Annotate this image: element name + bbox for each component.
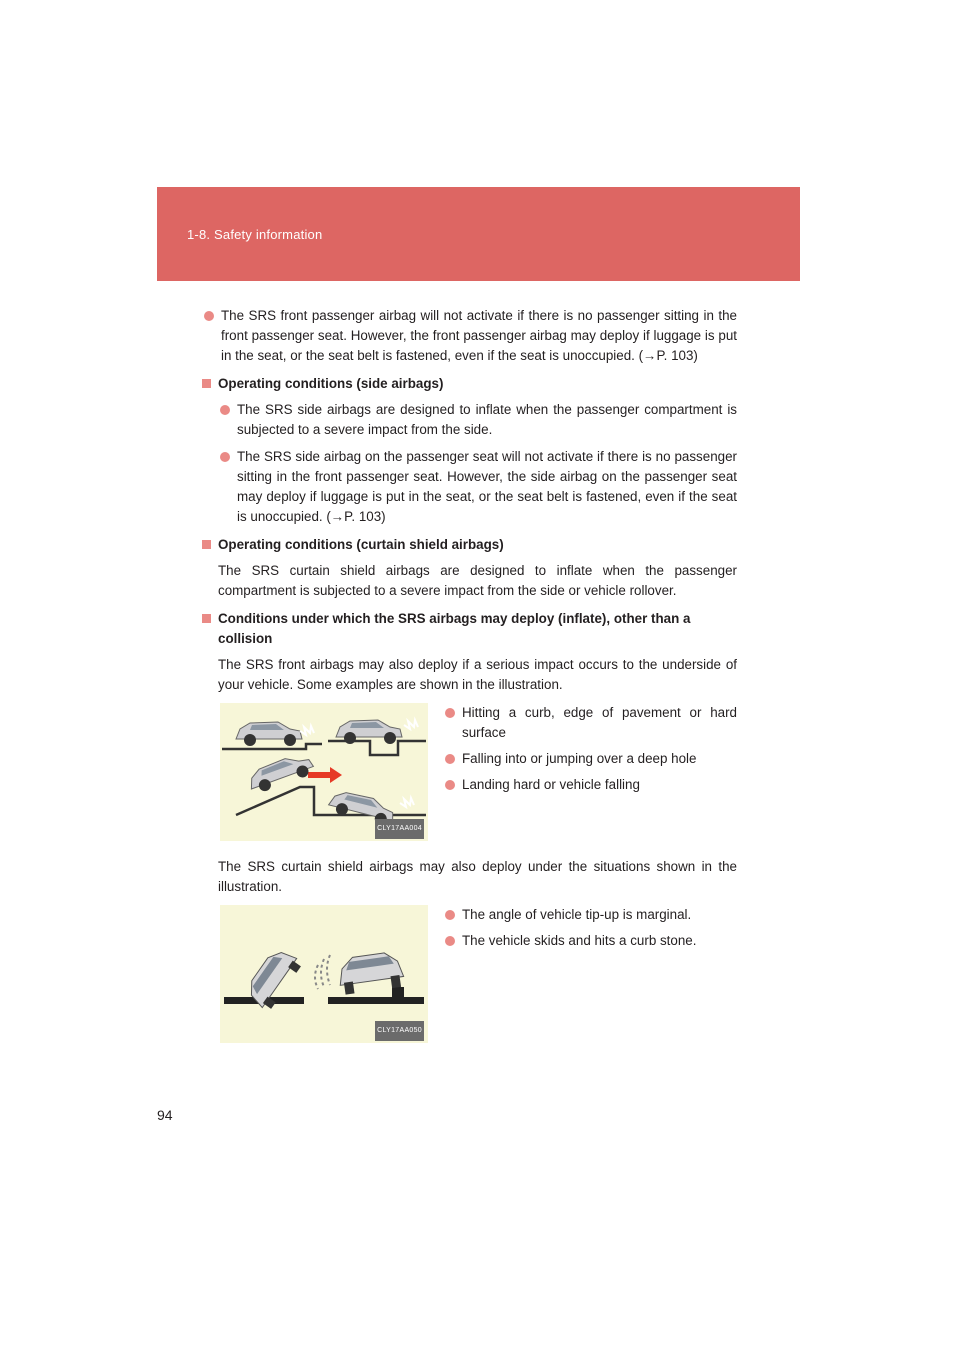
list-item — [443, 749, 737, 769]
list-item — [202, 306, 737, 366]
bullet-dot-icon — [204, 311, 214, 321]
page-number: 94 — [157, 1107, 173, 1123]
bullet-dot-icon — [220, 452, 230, 462]
page-content — [202, 306, 737, 1051]
bullet-dot-icon — [220, 405, 230, 415]
bullet-text: Falling into or jumping over a deep hole — [462, 751, 697, 766]
bullet-text: The SRS side airbags are designed to inflate when the passenger compartment is subjected to a severe impact from the side. — [237, 402, 737, 437]
paragraph: The SRS curtain shield airbags are designed to inflate when the passenger compartment is subjected to a severe impact from the side or vehicle rollover. — [218, 563, 737, 598]
bullet-text: Landing hard or vehicle falling — [462, 777, 640, 792]
bullet-dot-icon — [445, 936, 455, 946]
bullet-text: The SRS side airbag on the passenger seat will not activate if there is no passenger sitting in the front passenger seat. However, the side airbag on the passenger seat may deploy if luggage is put in the seat, or the seat belt is fastened, even if the seat is unoccupied. (→P. 103) — [237, 449, 737, 524]
section-heading: Conditions under which the SRS airbags may deploy (inflate), other than a collision — [202, 609, 737, 649]
bullet-dot-icon — [445, 910, 455, 920]
illustration-row — [202, 905, 737, 1051]
section-square-icon — [202, 540, 211, 549]
list-item — [443, 931, 737, 951]
section-heading: Operating conditions (curtain shield airbags) — [202, 535, 737, 555]
curtain-airbag-illustration — [220, 905, 428, 1043]
list-item — [218, 447, 737, 527]
bullet-dot-icon — [445, 708, 455, 718]
list-item — [443, 775, 737, 795]
bullet-dot-icon — [445, 780, 455, 790]
example-list — [443, 905, 737, 957]
underside-impact-illustration — [220, 703, 428, 841]
paragraph: The SRS curtain shield airbags may also deploy under the situations shown in the illustration. — [218, 859, 737, 894]
section-square-icon — [202, 614, 211, 623]
list-item — [218, 400, 737, 440]
illustration-code: CLY17AA004 — [375, 819, 424, 839]
bullet-text: Hitting a curb, edge of pavement or hard surface — [462, 705, 737, 740]
example-list — [443, 703, 737, 801]
list-item — [443, 905, 737, 925]
section-title: 1-8. Safety information — [187, 227, 323, 242]
section-square-icon — [202, 379, 211, 388]
section-heading: Operating conditions (side airbags) — [202, 374, 737, 394]
illustration-row — [202, 703, 737, 843]
bullet-text: The vehicle skids and hits a curb stone. — [462, 933, 697, 948]
bullet-text: The angle of vehicle tip-up is marginal. — [462, 907, 692, 922]
list-item — [443, 703, 737, 743]
bullet-text: The SRS front passenger airbag will not activate if there is no passenger sitting in the front passenger seat. However, the front passenger airbag may deploy if luggage is put in the seat, or the seat belt is fastened, even if the seat is unoccupied. (→P. 103) — [221, 308, 737, 363]
bullet-dot-icon — [445, 754, 455, 764]
illustration-code: CLY17AA050 — [375, 1021, 424, 1041]
section-header-band — [157, 187, 800, 281]
paragraph: The SRS front airbags may also deploy if a serious impact occurs to the underside of your vehicle. Some examples are shown in the illustration. — [218, 657, 737, 692]
